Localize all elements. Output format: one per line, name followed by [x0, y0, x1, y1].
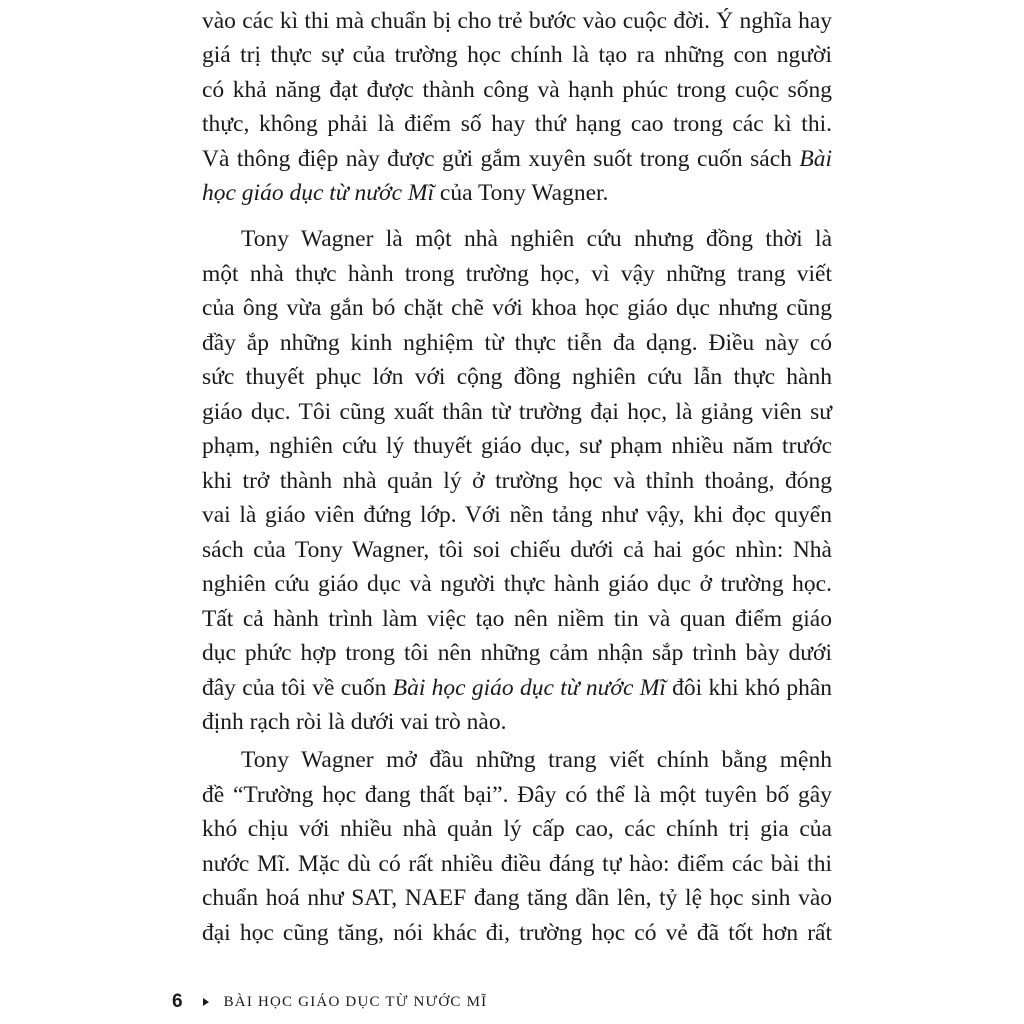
text-line: giá trị thực sự của trường học chính là tạo ra những con người [202, 42, 832, 68]
text-line: dục phức hợp trong tôi nên những cảm nhận sắp trình bày dưới [202, 640, 832, 666]
text-segment: Và thông điệp này được gửi gắm xuyên suốt trong cuốn sách [202, 146, 792, 172]
text-line: của ông vừa gắn bó chặt chẽ với khoa học giáo dục nhưng cũng [202, 295, 832, 321]
text-line: phạm, nghiên cứu lý thuyết giáo dục, sư phạm nhiều năm trước [202, 433, 832, 459]
text-line: chuẩn hoá như SAT, NAEF đang tăng dần lên, tỷ lệ học sinh vào [202, 885, 832, 911]
triangle-right-icon [203, 998, 209, 1006]
text-line [202, 671, 832, 705]
paragraph-first-line: Tony Wagner là một nhà nghiên cứu nhưng đồng thời là [241, 226, 832, 252]
text-line: khó chịu với nhiều nhà quản lý cấp cao, các chính trị gia của [202, 816, 832, 842]
text-line: vào các kì thi mà chuẩn bị cho trẻ bước vào cuộc đời. Ý nghĩa hay [202, 8, 832, 34]
book-title-italic: Bài [799, 146, 832, 172]
text-line: đầy ắp những kinh nghiệm từ thực tiễn đa dạng. Điều này có [202, 330, 832, 356]
text-line: đại học cũng tăng, nói khác đi, trường học có vẻ đã tốt hơn rất [202, 920, 832, 946]
text-line: sức thuyết phục lớn với cộng đồng nghiên cứu lẫn thực hành [202, 364, 832, 390]
page-footer [172, 990, 487, 1014]
text-segment: đây của tôi về cuốn [202, 675, 387, 701]
page-number: 6 [172, 991, 183, 1012]
text-segment: của Tony Wagner. [439, 180, 609, 206]
text-line: giáo dục. Tôi cũng xuất thân từ trường đại học, là giảng viên sư [202, 399, 832, 425]
text-line: khi trở thành nhà quản lý ở trường học và thỉnh thoảng, đóng [202, 468, 832, 494]
text-line: đề “Trường học đang thất bại”. Đây có thể là một tuyên bố gây [202, 782, 832, 808]
text-line: một nhà thực hành trong trường học, vì vậy những trang viết [202, 261, 832, 287]
text-segment: đôi khi khó phân [672, 675, 833, 701]
book-title-italic: Bài học giáo dục từ nước Mĩ [392, 675, 666, 701]
book-title-italic: học giáo dục từ nước Mĩ [202, 180, 435, 206]
text-line: có khả năng đạt được thành công và hạnh phúc trong cuộc sống [202, 77, 832, 103]
text-line: thực, không phải là điểm số hay thứ hạng cao trong các kì thi. [202, 111, 832, 137]
paragraph-first-line: Tony Wagner mở đầu những trang viết chính bằng mệnh [241, 747, 832, 773]
text-line [202, 142, 832, 176]
text-line: sách của Tony Wagner, tôi soi chiếu dưới cả hai góc nhìn: Nhà [202, 537, 832, 563]
running-head: BÀI HỌC GIÁO DỤC TỪ NƯỚC MĨ [223, 993, 488, 1010]
text-line: nước Mĩ. Mặc dù có rất nhiều điều đáng tự hào: điểm các bài thi [202, 851, 832, 877]
text-line: định rạch ròi là dưới vai trò nào. [202, 709, 507, 735]
text-line: nghiên cứu giáo dục và người thực hành giáo dục ở trường học. [202, 571, 832, 597]
text-line: Tất cả hành trình làm việc tạo nên niềm tin và quan điểm giáo [202, 606, 832, 632]
text-line: vai là giáo viên đứng lớp. Với nền tảng như vậy, khi đọc quyển [202, 502, 832, 528]
text-line [202, 176, 832, 210]
